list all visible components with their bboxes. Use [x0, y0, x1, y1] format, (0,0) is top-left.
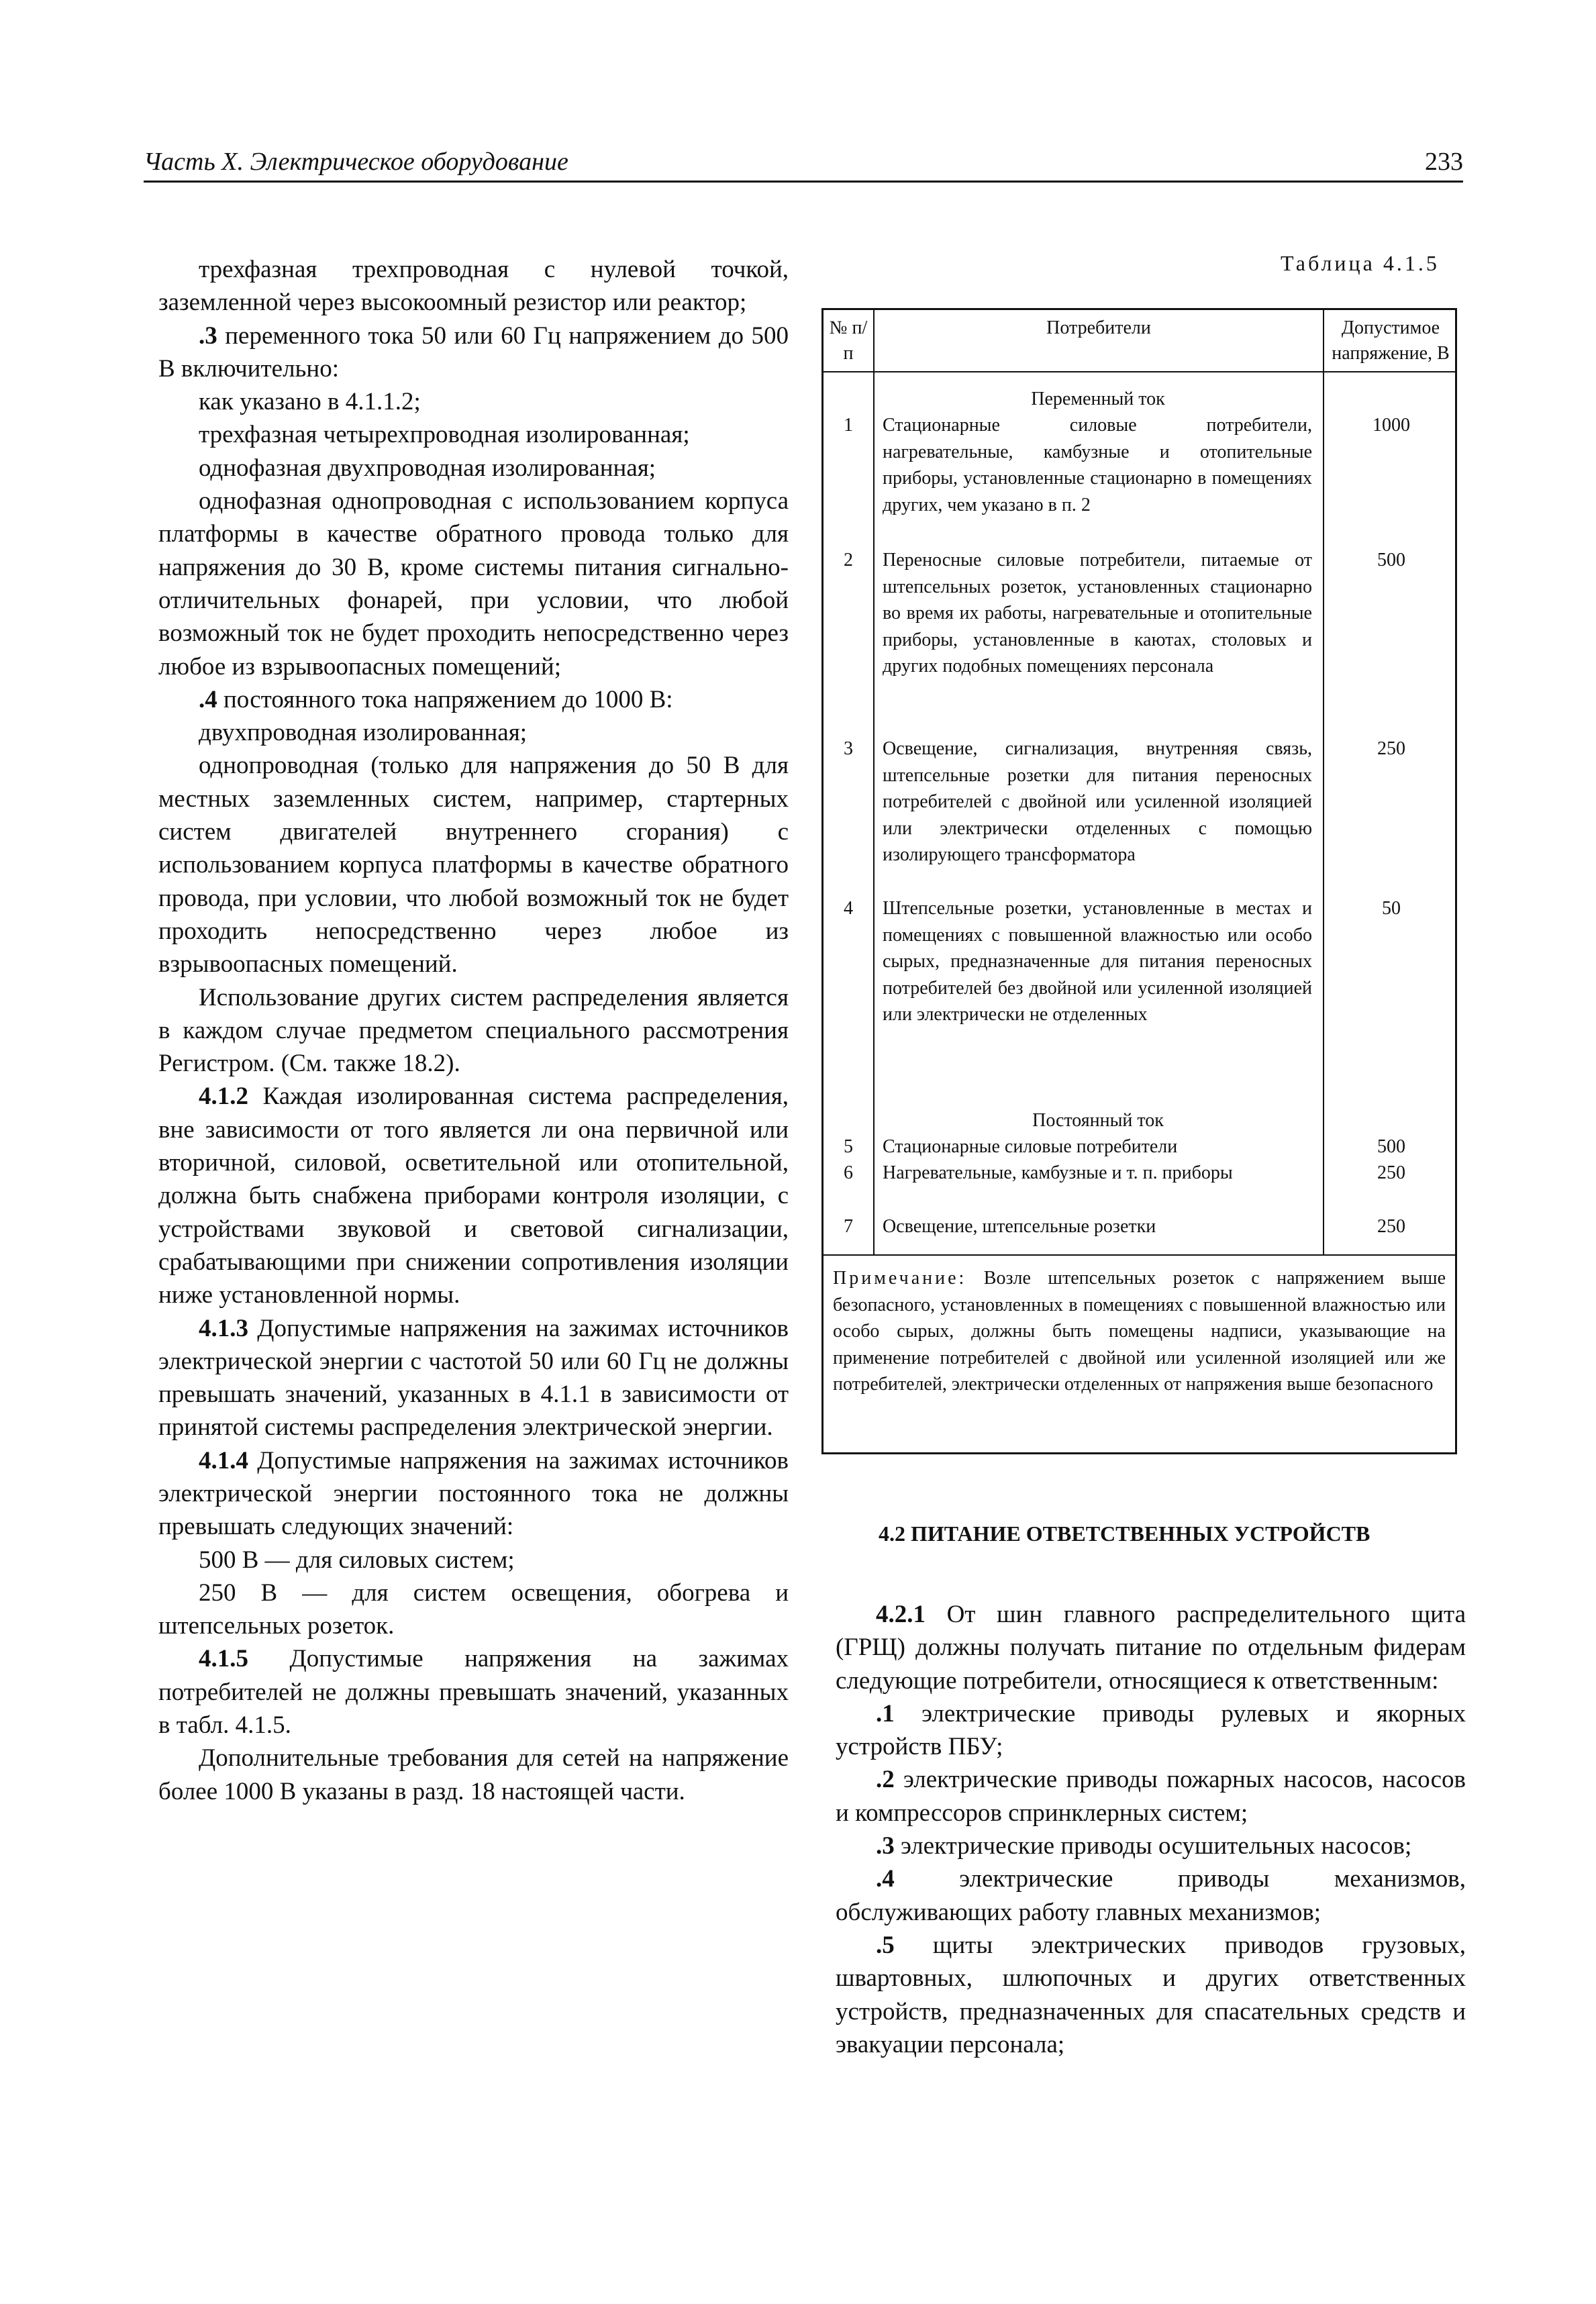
paragraph	[836, 1830, 1466, 1862]
item-number: .2	[876, 1766, 895, 1794]
row-number: 2	[844, 550, 853, 570]
item-number: .3	[199, 321, 217, 350]
page-header	[144, 138, 1463, 183]
row-number: 5	[844, 1136, 853, 1157]
row-voltage: 250	[1377, 1216, 1405, 1237]
item-number: .1	[876, 1699, 895, 1727]
table-caption: Таблица 4.1.5	[1281, 251, 1440, 275]
row-number: 1	[844, 415, 853, 436]
clause-number: 4.1.3	[199, 1314, 248, 1342]
paragraph: Использование других систем распределения является в каждом случае предметом специального рассмотрения Регистром. (См. также 18.2).	[158, 983, 789, 1078]
paragraph-text: щиты электрических приводов грузовых, швартовных, шлюпочных и других ответственных устройств, предназначенных для спасательных средств и эвакуации персонала;	[836, 1931, 1466, 2058]
paragraph	[158, 1444, 789, 1544]
paragraph: однофазная однопроводная с использованием корпуса платформы в качестве обратного провода только для напряжения до 30 В, кроме системы питания сигнально-отличительных фонарей, при условии, что любой возможный ток не будет проходить непосредственно через любое из взрывоопасных помещений;	[158, 487, 789, 681]
paragraph: трехфазная четырехпроводная изолированная;	[199, 421, 690, 449]
paragraph-text: постоянного тока напряжением до 1000 В:	[217, 685, 673, 713]
table-group-ac: Переменный ток	[1031, 389, 1165, 409]
item-number: .5	[876, 1931, 895, 1959]
paragraph-text: электрические приводы пожарных насосов, насосов и компрессоров спринклерных систем;	[836, 1766, 1466, 1827]
clause-number: 4.2.1	[876, 1601, 926, 1628]
row-text: Освещение, сигнализация, внутренняя связь, штепсельные розетки для питания переносных потребителей с двойной или усиленной изоляцией или электрически отделенных с помощью изолирующего трансформатора	[883, 738, 1312, 865]
paragraph-text: Допустимые напряжения на зажимах источников электрической энергии постоянного тока не должны превышать следующих значений:	[158, 1446, 789, 1541]
paragraph-text: От шин главного распределительного щита (ГРЩ) должны получать питание по отдельным фидерам следующие потребители, относящиеся к ответственным:	[836, 1601, 1466, 1695]
row-number: 6	[844, 1162, 853, 1183]
paragraph: Дополнительные требования для сетей на напряжение более 1000 В указаны в разд. 18 настоящей части.	[158, 1744, 789, 1805]
table-divider	[1323, 310, 1324, 1254]
item-number: .3	[876, 1832, 895, 1860]
row-text: Стационарные силовые потребители, нагревательные, камбузные и отопительные приборы, установленные стационарно в помещениях других, чем указано в п. 2	[883, 415, 1312, 515]
paragraph	[158, 1312, 789, 1444]
paragraph: трехфазная трехпроводная с нулевой точкой, заземленной через высокоомный резистор или реактор;	[158, 256, 789, 317]
paragraph: однопроводная (только для напряжения до 50 В для местных заземленных систем, например, стартерных систем двигателей внутреннего сгорания) с использованием корпуса платформы в качестве обратного провода, при условии, что любой возможный ток не будет проходить непосредственно через любое из взрывоопасных помещений.	[158, 752, 789, 979]
table-header-num: № п/п	[829, 317, 868, 364]
item-number: .4	[199, 685, 217, 713]
paragraph-text: электрические приводы рулевых и якорных устройств ПБУ;	[836, 1699, 1466, 1761]
row-voltage: 1000	[1373, 415, 1410, 436]
paragraph	[158, 1642, 789, 1742]
right-column	[836, 1598, 1466, 2061]
paragraph-text: электрические приводы механизмов, обслуживающих работу главных механизмов;	[836, 1865, 1466, 1926]
row-voltage: 500	[1377, 1136, 1405, 1157]
note-text: Возле штепсельных розеток с напряжением выше безопасного, установленных в помещениях с повышенной влажностью или особо сырых, должны быть помещены надписи, указывающие на применение потребителей с двойной или усиленной изоляцией или же потребителей, электрически отделенных от напряжения выше безопасного	[833, 1268, 1446, 1395]
paragraph	[158, 1080, 789, 1311]
row-voltage: 250	[1377, 738, 1405, 759]
paragraph	[158, 319, 789, 386]
row-text: Нагревательные, камбузные и т. п. приборы	[883, 1162, 1233, 1183]
table-divider	[824, 371, 1455, 372]
paragraph-text: Допустимые напряжения на зажимах потребителей не должны превышать значений, указанных в табл. 4.1.5.	[158, 1645, 789, 1740]
clause-number: 4.1.2	[199, 1083, 248, 1111]
table-note	[833, 1265, 1446, 1398]
page-number: 233	[1425, 148, 1463, 176]
row-number: 4	[844, 898, 853, 919]
note-label: Примечание:	[833, 1268, 967, 1289]
table-header-voltage: Допустимое напряжение, В	[1332, 317, 1450, 364]
row-number: 7	[844, 1216, 853, 1237]
voltage-table	[821, 308, 1457, 1454]
left-column	[158, 253, 789, 1808]
paragraph: как указано в 4.1.1.2;	[199, 388, 421, 416]
item-number: .4	[876, 1865, 895, 1893]
paragraph-text: электрические приводы осушительных насосов;	[894, 1832, 1412, 1860]
paragraph: 250 В — для систем освещения, обогрева и штепсельных розеток.	[158, 1579, 789, 1640]
section-title: 4.2 ПИТАНИЕ ОТВЕТСТВЕННЫХ УСТРОЙСТВ	[879, 1521, 1370, 1546]
paragraph	[836, 1697, 1466, 1764]
paragraph	[836, 1929, 1466, 2061]
clause-number: 4.1.4	[199, 1446, 248, 1474]
clause-number: 4.1.5	[199, 1645, 248, 1673]
row-number: 3	[844, 738, 853, 759]
row-text: Стационарные силовые потребители	[883, 1136, 1178, 1157]
row-voltage: 50	[1382, 898, 1401, 919]
row-voltage: 250	[1377, 1162, 1405, 1183]
paragraph: однофазная двухпроводная изолированная;	[199, 454, 656, 482]
table-group-dc: Постоянный ток	[1032, 1110, 1164, 1131]
paragraph-text: Допустимые напряжения на зажимах источников электрической энергии с частотой 50 или 60 Гц не должны превышать значений, указанных в 4.1.1 в зависимости от принятой системы распределения электрической энергии.	[158, 1314, 789, 1442]
paragraph	[836, 1862, 1466, 1929]
paragraph	[158, 683, 789, 716]
row-text: Штепсельные розетки, установленные в местах и помещениях с повышенной влажностью или особо сырых, предназначенные для питания переносных потребителей без двойной или усиленной изоляцией или электрически не отделенных	[883, 898, 1312, 1025]
paragraph-text: Каждая изолированная система распределения, вне зависимости от того является ли она первичной или вторичной, силовой, осветительной или отопительной, должна быть снабжена приборами контроля изоляции, с устройствами звуковой и световой сигнализации, срабатывающими при снижении сопротивления изоляции ниже установленной нормы.	[158, 1083, 789, 1309]
row-voltage: 500	[1377, 550, 1405, 570]
paragraph: 500 В — для силовых систем;	[199, 1546, 515, 1574]
paragraph-text: переменного тока 50 или 60 Гц напряжением до 500 В включительно:	[158, 321, 789, 383]
row-text: Переносные силовые потребители, питаемые от штепсельных розеток, установленных стационарно во время их работы, нагревательные и отопительные приборы, установленные в каютах, столовых и других подобных помещениях персонала	[883, 550, 1312, 677]
running-title: Часть X. Электрическое оборудование	[144, 148, 568, 176]
paragraph	[836, 1763, 1466, 1830]
paragraph	[836, 1598, 1466, 1697]
row-text: Освещение, штепсельные розетки	[883, 1216, 1156, 1237]
table-header-consumers: Потребители	[1046, 317, 1151, 338]
paragraph: двухпроводная изолированная;	[199, 719, 528, 747]
table-divider	[824, 1254, 1455, 1256]
